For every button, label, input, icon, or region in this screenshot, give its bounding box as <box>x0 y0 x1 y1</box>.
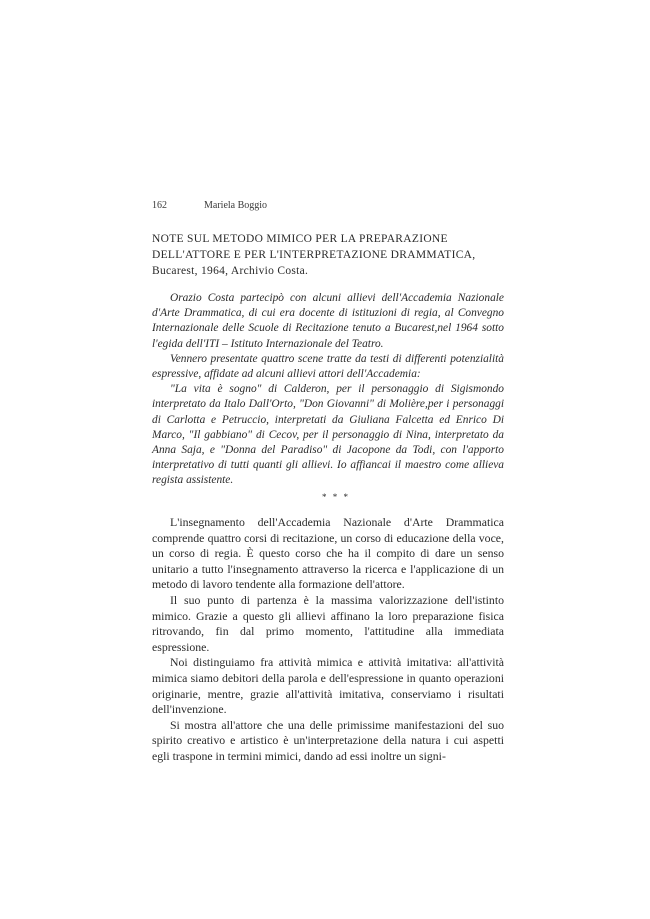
running-header <box>152 200 267 211</box>
document-title <box>152 231 512 279</box>
body-paragraph: Noi distinguiamo fra attività mimica e attività imitativa: all'attività mimica siamo debitori della parola e dell'espressione in quanto operazioni originarie, mentre, grazie all'attività imitativa, conserviamo i risultati dell'invenzione. <box>152 655 504 717</box>
title-line: Bucarest, 1964, Archivio Costa. <box>152 265 309 277</box>
body-paragraph: L'insegnamento dell'Accademia Nazionale d'Arte Drammatica comprende quattro corsi di recitazione, un corso di educazione della voce, un corso di regia. È questo corso che ha il compito di dare un senso unitario a tutto l'insegnamento attraverso la ricerca e l'applicazione di un metodo di lavoro tendente alla formazione dell'attore. <box>152 515 504 592</box>
author-name: Mariela Boggio <box>204 200 268 211</box>
intro-paragraph: Vennero presentate quattro scene tratte da testi di differenti potenzialità espressive, affidate ad alcuni allievi attori dell'Accademia: <box>152 352 504 381</box>
title-line: NOTE SUL METODO MIMICO PER LA PREPARAZIONE <box>152 233 448 245</box>
page-number: 162 <box>152 200 167 211</box>
title-line: DELL'ATTORE E PER L'INTERPRETAZIONE DRAMMATICA, <box>152 249 476 261</box>
body-text <box>152 515 504 765</box>
section-separator: * * * <box>322 492 350 502</box>
intro-paragraph: Orazio Costa partecipò con alcuni allievi dell'Accademia Nazionale d'Arte Drammatica, di cui era docente di istituzioni di regia, al Convegno Internazionale delle Scuole di Recitazione tenuto a Bucarest,nel 1964 sotto l'egida dell'ITI – Istituto Internazionale del Teatro. <box>152 292 504 350</box>
body-paragraph: Si mostra all'attore che una delle primissime manifestazioni del suo spirito creativo e artistico è un'interpretazione della natura i cui aspetti egli traspone in termini mimici, dando ad essi inoltre un signi- <box>152 717 504 763</box>
intro-paragraph: "La vita è sogno" di Calderon, per il personaggio di Sigismondo interpretato da Italo Dall'Orto, "Don Giovanni" di Molière,per i personaggi di Carlotta e Petruccio, interpretati da Giuliana Falcetta ed Enrico Di Marco, "Il gabbiano" di Cecov, per il personaggio di Nina, interpretato da Anna Saja, e "Donna del Paradiso" di Jacopone da Todi, con l'apporto interpretativo di tutti quanti gli allievi. Io affiancai il maestro come allieva regista assistente. <box>152 383 504 487</box>
body-paragraph: Il suo punto di partenza è la massima valorizzazione dell'istinto mimico. Grazie a questo gli allievi affinano la loro preparazione fisica ritrovando, fin dal primo momento, l'attitudine alla immediata espressione. <box>152 592 504 654</box>
intro-note <box>152 291 504 489</box>
